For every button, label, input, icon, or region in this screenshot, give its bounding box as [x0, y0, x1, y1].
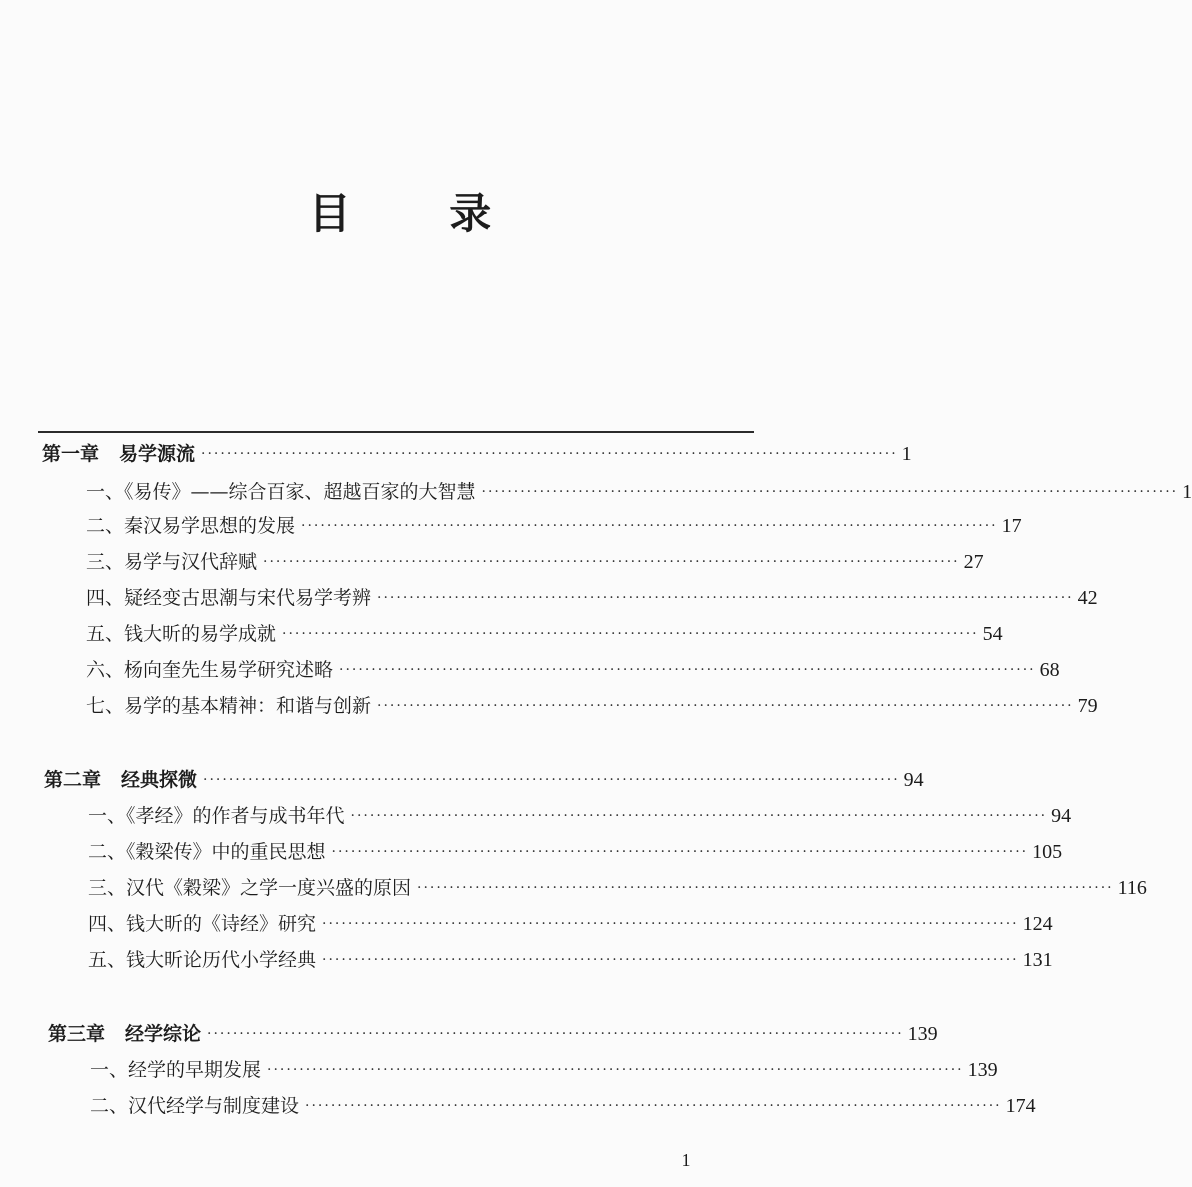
section-title: 二、秦汉易学思想的发展: [86, 515, 296, 537]
page-title: 目 录: [308, 189, 534, 238]
toc-section[interactable]: [90, 1054, 998, 1086]
dot-leader: ············································································································: [301, 518, 998, 534]
toc-chapter-3[interactable]: [48, 1018, 938, 1050]
dot-leader: ············································································································: [377, 590, 1074, 606]
page-number: 79: [1077, 695, 1098, 717]
toc-section[interactable]: [86, 618, 1003, 650]
toc-section[interactable]: [86, 654, 1060, 686]
chapter-number: 第一章: [42, 443, 100, 465]
page-number: 94: [903, 769, 924, 791]
section-title: 一、《孝经》的作者与成书年代: [88, 805, 345, 827]
dot-leader: ············································································································: [282, 626, 979, 642]
page-number: 124: [1022, 913, 1053, 935]
dot-leader: ············································································································: [267, 1062, 964, 1078]
page-number: 68: [1039, 659, 1060, 681]
dot-leader: ············································································································: [322, 952, 1019, 968]
toc-section[interactable]: [88, 944, 1053, 976]
section-title: 四、疑经变古思潮与宋代易学考辨: [86, 587, 372, 609]
dot-leader: ············································································································: [350, 808, 1048, 824]
dot-leader: ············································································································: [331, 844, 1029, 860]
chapter-title: 经学综论: [125, 1023, 202, 1045]
dot-leader: ············································································································: [263, 554, 960, 570]
toc-section[interactable]: [86, 510, 1022, 542]
page-number: 54: [982, 623, 1003, 645]
dot-leader: ············································································································: [201, 446, 898, 462]
page-number: 174: [1005, 1095, 1036, 1117]
toc-section[interactable]: [86, 546, 984, 578]
page-number: 116: [1117, 877, 1147, 899]
page-number: 27: [963, 551, 984, 573]
section-title: 七、易学的基本精神：和谐与创新: [86, 695, 372, 717]
section-title: 五、钱大昕论历代小学经典: [88, 949, 317, 971]
section-title: 一、经学的早期发展: [90, 1059, 262, 1081]
page-number: 139: [907, 1023, 938, 1045]
dot-leader: ············································································································: [481, 484, 1179, 500]
chapter-number: 第二章: [44, 769, 102, 791]
page-number: 94: [1051, 805, 1072, 827]
section-title: 五、钱大昕的易学成就: [86, 623, 277, 645]
section-title: 二、《穀梁传》中的重民思想: [88, 841, 326, 863]
dot-leader: ············································································································: [339, 662, 1036, 678]
toc-chapter-1[interactable]: [42, 438, 912, 470]
section-title: 六、杨向奎先生易学研究述略: [86, 659, 334, 681]
toc-chapter-2[interactable]: [44, 764, 924, 796]
toc-section[interactable]: [90, 1090, 1036, 1122]
page-folio: 1: [681, 1150, 691, 1170]
dot-leader: ············································································································: [377, 698, 1074, 714]
top-divider: [38, 431, 754, 433]
toc-section[interactable]: [88, 872, 1147, 904]
toc-section[interactable]: [86, 690, 1098, 722]
section-title: 三、易学与汉代辞赋: [86, 551, 258, 573]
chapter-number: 第三章: [48, 1023, 106, 1045]
page-number: 42: [1077, 587, 1098, 609]
page-number: 1: [901, 443, 912, 465]
dot-leader: ············································································································: [322, 916, 1019, 932]
toc-section[interactable]: [88, 836, 1063, 868]
toc-section[interactable]: [88, 800, 1072, 832]
dot-leader: ············································································································: [417, 880, 1114, 896]
toc-section[interactable]: [88, 908, 1053, 940]
page-number: 139: [967, 1059, 998, 1081]
chapter-title: 经典探微: [121, 769, 198, 791]
dot-leader: ············································································································: [207, 1026, 904, 1042]
toc-section[interactable]: [86, 582, 1098, 614]
toc-section[interactable]: [86, 476, 1192, 508]
chapter-title: 易学源流: [119, 443, 196, 465]
dot-leader: ············································································································: [203, 772, 900, 788]
section-title: 一、《易传》——综合百家、超越百家的大智慧: [86, 481, 476, 503]
page-number: 1: [1182, 481, 1192, 503]
page-number: 17: [1001, 515, 1022, 537]
section-title: 四、钱大昕的《诗经》研究: [88, 913, 317, 935]
section-title: 三、汉代《穀梁》之学一度兴盛的原因: [88, 877, 412, 899]
page-number: 105: [1032, 841, 1063, 863]
page-number: 131: [1022, 949, 1053, 971]
dot-leader: ············································································································: [305, 1098, 1002, 1114]
section-title: 二、汉代经学与制度建设: [90, 1095, 300, 1117]
